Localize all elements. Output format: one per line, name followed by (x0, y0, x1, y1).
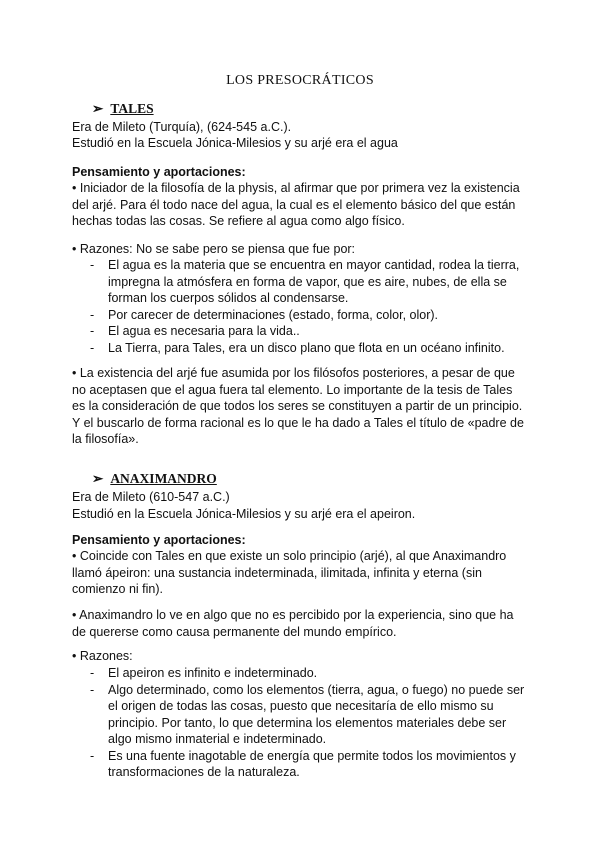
anaximandro-paragraph-2: • Anaximandro lo ve en algo que no es percibido por la experiencia, sino que ha de quererse como causa permanente del mundo empírico. (72, 608, 514, 639)
arrow-bullet-icon: ➢ (92, 101, 104, 116)
tales-razones-list (90, 257, 530, 356)
list-item: - El agua es la materia que se encuentra en mayor cantidad, rodea la tierra, impregna la atmósfera en forma de vapor, que es aire, nubes, de ella se forman los cuerpos sólidos al condensarse. (90, 257, 530, 307)
list-item: - El apeiron es infinito e indeterminado. (90, 665, 530, 682)
page-title: LOS PRESOCRÁTICOS (226, 73, 374, 88)
section-heading-anaximandro (92, 471, 217, 487)
tales-era: Era de Mileto (Turquía), (624-545 a.C.). (72, 120, 292, 134)
arrow-bullet-icon: ➢ (92, 471, 104, 486)
list-item: - Por carecer de determinaciones (estado, forma, color, olor). (90, 307, 530, 324)
tales-razones-intro: • Razones: No se sabe pero se piensa que fue por: (72, 242, 356, 256)
tales-paragraph-1: • Iniciador de la filosofía de la physis, al afirmar que por primera vez la existencia del arjé. Para él todo nace del agua, la cual es el elemento básico del que están hechas todas las cosas. Se refiere al agua como algo físico. (72, 181, 520, 228)
section-heading-text: TALES (110, 101, 154, 116)
list-item: - Algo determinado, como los elementos (tierra, agua, o fuego) no puede ser el origen de todas las cosas, puesto que necesitaría de ello mismo su principio. Por tanto, lo que determina los elementos materiales debe ser algo mismo inmaterial e indeterminado. (90, 682, 530, 748)
anaximandro-aportaciones-label: Pensamiento y aportaciones: (72, 533, 246, 547)
anaximandro-era: Era de Mileto (610-547 a.C.) (72, 490, 230, 504)
anaximandro-paragraph-1: • Coincide con Tales en que existe un solo principio (arjé), al que Anaximandro llamó ápeiron: una sustancia indeterminada, ilimitada, infinita y eterna (sin comienzo ni fin). (72, 549, 507, 596)
anaximandro-school: Estudió en la Escuela Jónica-Milesios y su arjé era el apeiron. (72, 507, 416, 521)
list-item: - Es una fuente inagotable de energía que permite todos los movimientos y transformaciones de la naturaleza. (90, 748, 530, 781)
tales-paragraph-2: • La existencia del arjé fue asumida por los filósofos posteriores, a pesar de que no aceptasen que el agua fuera tal elemento. Lo importante de la tesis de Tales es la consideración de que todos los seres se constituyen a partir de un principio. Y el buscarlo de forma racional es lo que le ha dado a Tales el título de «padre de la filosofía». (72, 366, 524, 446)
list-item: - El agua es necesaria para la vida.. (90, 323, 530, 340)
list-item: - La Tierra, para Tales, era un disco plano que flota en un océano infinito. (90, 340, 530, 357)
section-heading-tales (92, 101, 154, 117)
tales-school: Estudió en la Escuela Jónica-Milesios y su arjé era el agua (72, 136, 398, 150)
anaximandro-razones-intro: • Razones: (72, 649, 133, 663)
tales-aportaciones-label: Pensamiento y aportaciones: (72, 165, 246, 179)
section-heading-text: ANAXIMANDRO (110, 471, 217, 486)
anaximandro-razones-list (90, 665, 530, 781)
